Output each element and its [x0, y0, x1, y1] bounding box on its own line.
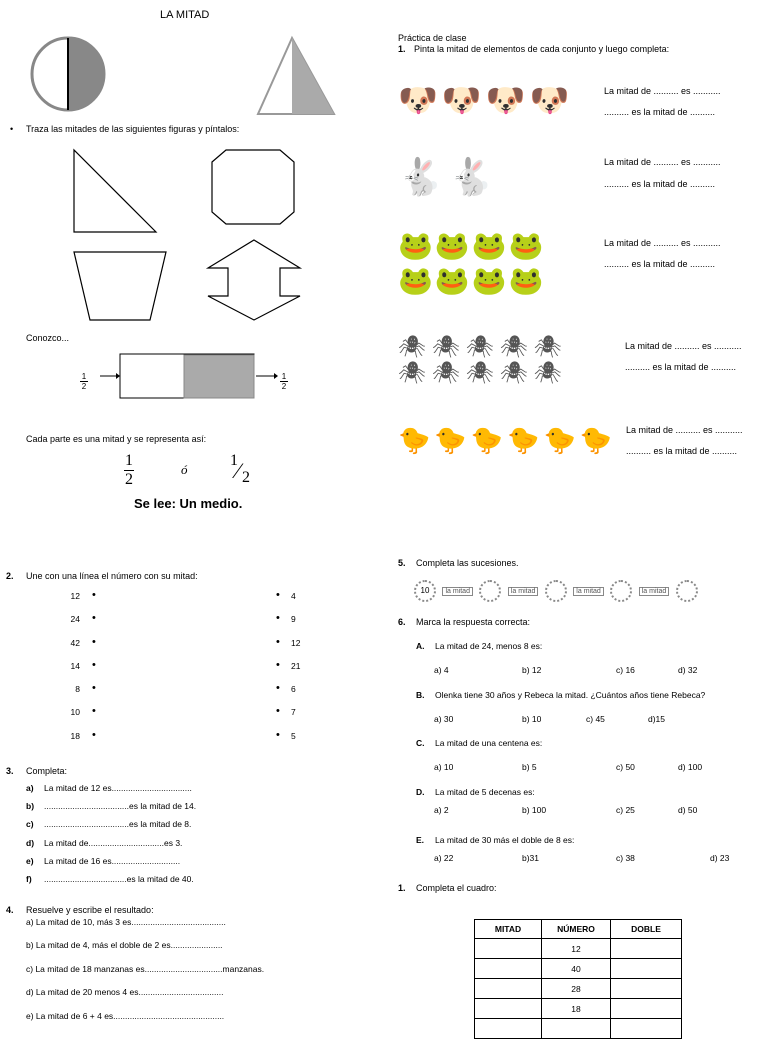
matching-row	[62, 660, 322, 683]
q4-item: a) La mitad de 10, más 3 es........................................	[26, 917, 226, 927]
chick-icon: 🐤	[470, 425, 508, 455]
numero-cell: 12	[542, 939, 611, 959]
q4-item: e) La mitad de 6 + 4 es...............................................	[26, 1010, 225, 1021]
or-text: ó	[181, 462, 188, 477]
right-number: 4	[291, 591, 296, 601]
half-triangle-icon	[258, 38, 334, 114]
matching-row	[62, 730, 322, 753]
matching-row	[62, 637, 322, 660]
q3-item	[26, 837, 183, 856]
answer-option[interactable]: a) 4	[434, 665, 449, 675]
sequence-label: la mitad	[508, 587, 539, 596]
sequence-slot	[545, 580, 567, 602]
item-text: La mitad de 12 es..................................	[44, 783, 192, 793]
answer-option[interactable]: b)31	[522, 853, 540, 863]
dog-icon: 🐶	[441, 82, 486, 118]
mitad-cell[interactable]	[475, 1019, 542, 1039]
item-text: ....................................es la mitad de 8.	[44, 819, 192, 830]
sequence-label: la mitad	[573, 587, 604, 596]
matching-row	[62, 613, 322, 636]
half-circle-icon	[32, 38, 104, 110]
fraction-vertical: 1 2	[125, 452, 133, 488]
right-number: 9	[291, 614, 296, 625]
q3-item	[26, 855, 181, 874]
doble-cell[interactable]	[611, 979, 682, 999]
q2-number: 2.	[6, 571, 14, 581]
q5-number: 5.	[398, 558, 406, 568]
left-dot[interactable]: •	[92, 682, 96, 695]
cada-parte-text: Cada parte es una mitad y se representa así:	[26, 434, 207, 444]
small-fraction-right: 1 2	[281, 372, 287, 391]
item-text: La mitad de 30 más el doble de 8 es:	[435, 835, 575, 845]
item-text: ...................................es la mitad de 40.	[44, 873, 194, 884]
answer-option[interactable]: b) 5	[522, 762, 537, 772]
item-letter: f)	[26, 873, 32, 884]
q3-item	[26, 873, 194, 892]
chick-icon: 🐤	[543, 425, 580, 455]
left-number: 10	[70, 707, 80, 718]
right-dot[interactable]: •	[276, 589, 280, 601]
item-letter: C.	[416, 738, 425, 748]
rabbit-icon: 🐇	[448, 156, 500, 197]
item-letter: e)	[26, 855, 34, 866]
mitad-cell[interactable]	[475, 999, 542, 1019]
left-dot[interactable]: •	[92, 658, 96, 671]
item-letter: D.	[416, 786, 425, 797]
answer-option[interactable]: d) 100	[678, 762, 703, 772]
right-dot[interactable]: •	[276, 658, 280, 671]
double-arrow-shape	[208, 240, 300, 320]
sequence-slot	[479, 580, 501, 602]
sequence-slot	[610, 580, 632, 602]
left-dot[interactable]: •	[92, 705, 96, 718]
item-letter: a)	[26, 783, 34, 793]
q3-item	[26, 783, 192, 801]
frog-icon: 🐸	[471, 265, 509, 296]
q1-text: Pinta la mitad de elementos de cada conjunto y luego completa:	[414, 44, 670, 54]
item-text: La mitad de................................es 3.	[44, 837, 183, 848]
item-text: La mitad de 16 es.............................	[44, 855, 181, 866]
chick-icon: 🐤	[434, 425, 471, 455]
q6-text: Marca la respuesta correcta:	[416, 617, 531, 627]
spider-icon: 🕷	[398, 334, 432, 359]
frog-icon: 🐸	[398, 265, 435, 296]
right-dot[interactable]: •	[276, 612, 280, 625]
dog-icon: 🐶	[398, 82, 442, 118]
answer-line-3b: .......... es la mitad de ..........	[604, 259, 716, 269]
q6-number: 6.	[398, 617, 406, 627]
q4-item: b) La mitad de 4, más el doble de 2 es......................	[26, 940, 223, 951]
q3-item	[26, 801, 197, 819]
item-text: La mitad de una centena es:	[435, 738, 543, 748]
q3-list	[26, 783, 197, 892]
q4-list	[26, 917, 264, 1034]
mitad-cell[interactable]	[475, 979, 542, 999]
answer-line-4b: .......... es la mitad de ..........	[625, 362, 737, 372]
answer-option[interactable]: a) 30	[434, 713, 454, 724]
item-text: ....................................es la mitad de 14.	[44, 801, 197, 812]
left-dot[interactable]: •	[92, 589, 96, 601]
numero-cell: 40	[542, 959, 611, 979]
bullet: •	[10, 124, 14, 134]
conozco-label: Conozco...	[26, 333, 70, 343]
answer-option[interactable]: d) 50	[678, 804, 698, 815]
spider-icon: 🕷	[431, 360, 466, 385]
spider-group	[398, 334, 568, 386]
answer-option[interactable]: c) 16	[616, 665, 635, 675]
frog-icon: 🐸	[508, 265, 546, 296]
table-row	[475, 979, 682, 999]
chick-icon: 🐤	[507, 425, 544, 455]
sequence-label: la mitad	[442, 587, 473, 596]
q4-number: 4.	[6, 905, 14, 915]
item-letter: d)	[26, 837, 35, 848]
se-lee-text: Se lee: Un medio.	[134, 496, 243, 511]
frog-icon: 🐸	[398, 230, 435, 261]
left-number: 18	[70, 730, 80, 741]
triangle-shape	[74, 150, 156, 232]
spider-icon: 🕷	[431, 334, 466, 359]
numero-cell[interactable]	[542, 1019, 611, 1039]
answer-option[interactable]: c) 50	[616, 762, 635, 772]
left-number: 24	[70, 614, 80, 625]
fraction-slash: 1 ⁄ 2	[230, 452, 250, 486]
right-dot[interactable]: •	[276, 635, 280, 648]
q6-item	[416, 787, 756, 836]
q4-text: Resuelve y escribe el resultado:	[26, 905, 154, 915]
small-fraction-left: 1 2	[81, 372, 87, 391]
q6-item	[416, 690, 756, 739]
mitad-cell[interactable]	[475, 959, 542, 979]
table-row	[475, 939, 682, 959]
cuadro-table	[474, 919, 682, 1039]
dog-icon: 🐶	[485, 82, 530, 118]
spider-icon: 🕷	[533, 360, 568, 385]
table-header: DOBLE	[611, 920, 682, 939]
answer-line-5a: La mitad de .......... es ...........	[626, 425, 743, 435]
right-dot[interactable]: •	[276, 682, 280, 695]
q7-number: 1.	[398, 883, 406, 893]
q3-text: Completa:	[26, 766, 68, 776]
rabbit-group	[398, 156, 500, 198]
spider-icon: 🕷	[499, 334, 534, 359]
q2-text: Une con una línea el número con su mitad:	[26, 571, 198, 581]
sequence-slot	[676, 580, 698, 602]
answer-line-1b: .......... es la mitad de ..........	[604, 107, 716, 117]
q1-number: 1.	[398, 44, 406, 54]
sequence-label: la mitad	[639, 587, 670, 596]
left-number: 42	[70, 637, 80, 648]
spider-icon: 🕷	[398, 360, 432, 385]
q3-number: 3.	[6, 766, 14, 776]
answer-line-1a: La mitad de .......... es ...........	[604, 86, 721, 96]
dog-icon: 🐶	[529, 82, 574, 118]
q3-item	[26, 819, 192, 837]
answer-option[interactable]: a) 2	[434, 804, 449, 815]
right-number: 7	[291, 707, 296, 718]
doble-cell[interactable]	[611, 999, 682, 1019]
left-dot[interactable]: •	[92, 612, 96, 625]
answer-option[interactable]: c) 45	[586, 713, 605, 724]
doble-cell[interactable]	[611, 939, 682, 959]
spider-icon: 🕷	[499, 360, 534, 385]
q4-item: c) La mitad de 18 manzanas es.................................manzanas.	[26, 963, 265, 974]
dog-group	[398, 80, 573, 120]
item-letter: B.	[416, 689, 425, 700]
frog-icon: 🐸	[434, 265, 472, 296]
table-header: NÚMERO	[542, 920, 611, 939]
frog-icon: 🐸	[471, 230, 509, 261]
q7-text: Completa el cuadro:	[416, 883, 497, 893]
half-rectangle-diagram	[76, 352, 298, 402]
frog-group	[398, 228, 546, 298]
chick-icon: 🐤	[579, 425, 617, 455]
answer-line-4a: La mitad de .......... es ...........	[625, 341, 742, 351]
item-letter: c)	[26, 819, 34, 830]
table-header: MITAD	[475, 920, 542, 939]
q6-item	[416, 835, 756, 884]
q6-list	[416, 641, 756, 884]
sequence-start: 10	[414, 580, 436, 602]
left-dot[interactable]: •	[92, 635, 96, 648]
left-dot[interactable]: •	[92, 728, 96, 741]
right-dot[interactable]: •	[276, 728, 280, 741]
answer-option[interactable]: c) 25	[616, 804, 635, 815]
q6-item	[416, 641, 756, 690]
table-row	[475, 959, 682, 979]
chick-group	[398, 424, 616, 456]
q5-text: Completa las sucesiones.	[416, 558, 519, 568]
answer-option[interactable]: a) 22	[434, 853, 454, 863]
item-text: La mitad de 24, menos 8 es:	[435, 641, 543, 651]
doble-cell[interactable]	[611, 959, 682, 979]
matching-row	[62, 590, 322, 613]
frog-icon: 🐸	[508, 230, 546, 261]
answer-option[interactable]: d) 23	[710, 853, 730, 863]
doble-cell[interactable]	[611, 1019, 682, 1039]
octagon-shape	[212, 150, 294, 224]
matching-row	[62, 683, 322, 706]
left-number: 12	[70, 591, 80, 601]
spider-icon: 🕷	[465, 360, 500, 385]
rabbit-icon: 🐇	[398, 156, 449, 197]
item-letter: b)	[26, 801, 35, 812]
numero-cell: 28	[542, 979, 611, 999]
item-text: Olenka tiene 30 años y Rebeca la mitad. ¿Cuántos años tiene Rebeca?	[435, 689, 706, 700]
item-letter: A.	[416, 641, 425, 651]
answer-option[interactable]: a) 10	[434, 762, 454, 772]
page-title: LA MITAD	[160, 9, 210, 21]
answer-option[interactable]: b) 12	[522, 665, 542, 675]
answer-option[interactable]: b) 100	[522, 804, 547, 815]
answer-line-2b: .......... es la mitad de ..........	[604, 179, 716, 189]
left-number: 14	[70, 660, 80, 671]
sequence-row	[414, 580, 698, 602]
chick-icon: 🐤	[398, 425, 435, 455]
trace-instruction: Traza las mitades de las siguientes figuras y píntalos:	[26, 124, 240, 134]
table-row	[475, 1019, 682, 1039]
trapezoid-shape	[74, 252, 166, 320]
mitad-cell[interactable]	[475, 939, 542, 959]
frog-icon: 🐸	[434, 230, 472, 261]
answer-option[interactable]: d)15	[648, 713, 666, 724]
right-number: 12	[291, 637, 301, 648]
item-text: La mitad de 5 decenas es:	[435, 786, 535, 797]
numero-cell: 18	[542, 999, 611, 1019]
halves-illustration	[28, 32, 348, 118]
matching-exercise	[62, 590, 322, 753]
right-number: 21	[291, 660, 301, 671]
matching-row	[62, 706, 322, 729]
right-dot[interactable]: •	[276, 705, 280, 718]
item-letter: E.	[416, 835, 425, 845]
answer-line-2a: La mitad de .......... es ...........	[604, 157, 721, 167]
q4-item: d) La mitad de 20 menos 4 es....................................	[26, 987, 224, 998]
trace-shapes	[60, 148, 320, 324]
answer-option[interactable]: c) 38	[616, 853, 635, 863]
spider-icon: 🕷	[465, 334, 500, 359]
spider-icon: 🕷	[533, 334, 568, 359]
answer-line-5b: .......... es la mitad de ..........	[626, 446, 738, 456]
table-row	[475, 999, 682, 1019]
left-number: 8	[75, 684, 80, 695]
right-number: 6	[291, 684, 296, 695]
practica-heading: Práctica de clase	[398, 33, 467, 43]
answer-option[interactable]: b) 10	[522, 713, 542, 724]
answer-line-3a: La mitad de .......... es ...........	[604, 238, 721, 248]
answer-option[interactable]: d) 32	[678, 665, 698, 675]
right-number: 5	[291, 730, 296, 741]
q6-item	[416, 738, 756, 787]
